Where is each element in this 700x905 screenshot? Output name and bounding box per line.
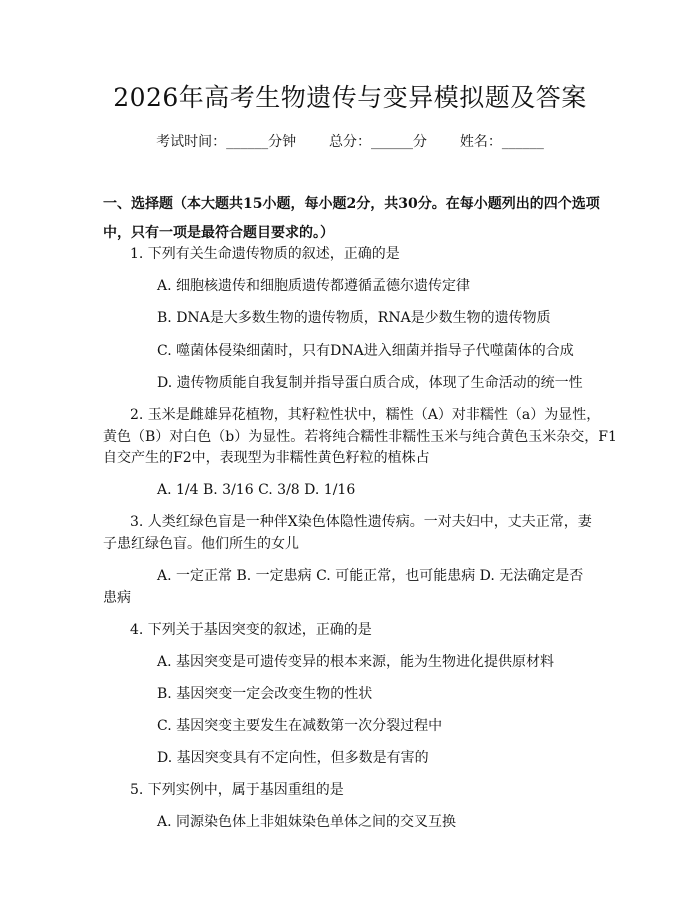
time-blank: ______ — [226, 134, 269, 150]
question-4-option-d: D. 基因突变具有不定向性，但多数是有害的 — [157, 750, 429, 766]
question-1-option-a: A. 细胞核遗传和细胞质遗传都遵循孟德尔遗传定律 — [157, 278, 471, 294]
question-2-stem-line-2: 黄色（B）对白色（b）为显性。若将纯合糯性非糯性玉米与纯合黄色玉米杂交，F1 — [103, 429, 617, 445]
score-blank: ______ — [371, 134, 413, 150]
question-3-options-line-2: 患病 — [103, 590, 131, 606]
question-1-option-b: B. DNA是大多数生物的遗传物质，RNA是少数生物的遗传物质 — [157, 310, 551, 326]
question-4-option-c: C. 基因突变主要发生在减数第一次分裂过程中 — [157, 718, 443, 734]
question-2-options: A. 1/4 B. 3/16 C. 3/8 D. 1/16 — [157, 482, 356, 498]
page-title: 2026年高考生物遗传与变异模拟题及答案 — [113, 83, 587, 112]
question-4-option-a: A. 基因突变是可遗传变异的根本来源，能为生物进化提供原材料 — [157, 654, 555, 670]
question-1-stem: 1. 下列有关生命遗传物质的叙述，正确的是 — [130, 246, 400, 262]
question-3-stem-line-1: 3. 人类红绿色盲是一种伴X染色体隐性遗传病。一对夫妇中，丈夫正常，妻 — [130, 514, 592, 530]
score-unit: 分 — [413, 134, 427, 150]
question-5-option-a: A. 同源染色体上非姐妹染色单体之间的交叉互换 — [157, 814, 457, 830]
time-unit: 分钟 — [268, 134, 297, 150]
section-heading: 一、选择题（本大题共15小题，每小题2分，共30分。在每小题列出的四个选项中，只有一项是最符合题目要求的。） — [103, 196, 600, 241]
question-1-option-d: D. 遗传物质能自我复制并指导蛋白质合成，体现了生命活动的统一性 — [157, 375, 583, 391]
question-3-stem-line-2: 子患红绿色盲。他们所生的女儿 — [103, 536, 299, 552]
score-label: 总分： — [329, 134, 371, 150]
question-1-option-c: C. 噬菌体侵染细菌时，只有DNA进入细菌并指导子代噬菌体的合成 — [157, 343, 574, 359]
name-label: 姓名： — [459, 134, 502, 150]
question-2-stem-line-1: 2. 玉米是雌雄异花植物，其籽粒性状中，糯性（A）对非糯性（a）为显性， — [130, 407, 601, 423]
question-3-options-line-1: A. 一定正常 B. 一定患病 C. 可能正常，也可能患病 D. 无法确定是否 — [157, 568, 584, 584]
question-4-option-b: B. 基因突变一定会改变生物的性状 — [157, 686, 373, 702]
question-2-stem-line-3: 自交产生的F2中，表现型为非糯性黄色籽粒的植株占 — [103, 450, 430, 466]
time-label: 考试时间： — [156, 134, 227, 150]
question-4-stem: 4. 下列关于基因突变的叙述，正确的是 — [130, 622, 372, 638]
name-blank: ______ — [501, 134, 544, 150]
question-5-stem: 5. 下列实例中，属于基因重组的是 — [130, 782, 344, 798]
exam-meta — [0, 131, 700, 153]
